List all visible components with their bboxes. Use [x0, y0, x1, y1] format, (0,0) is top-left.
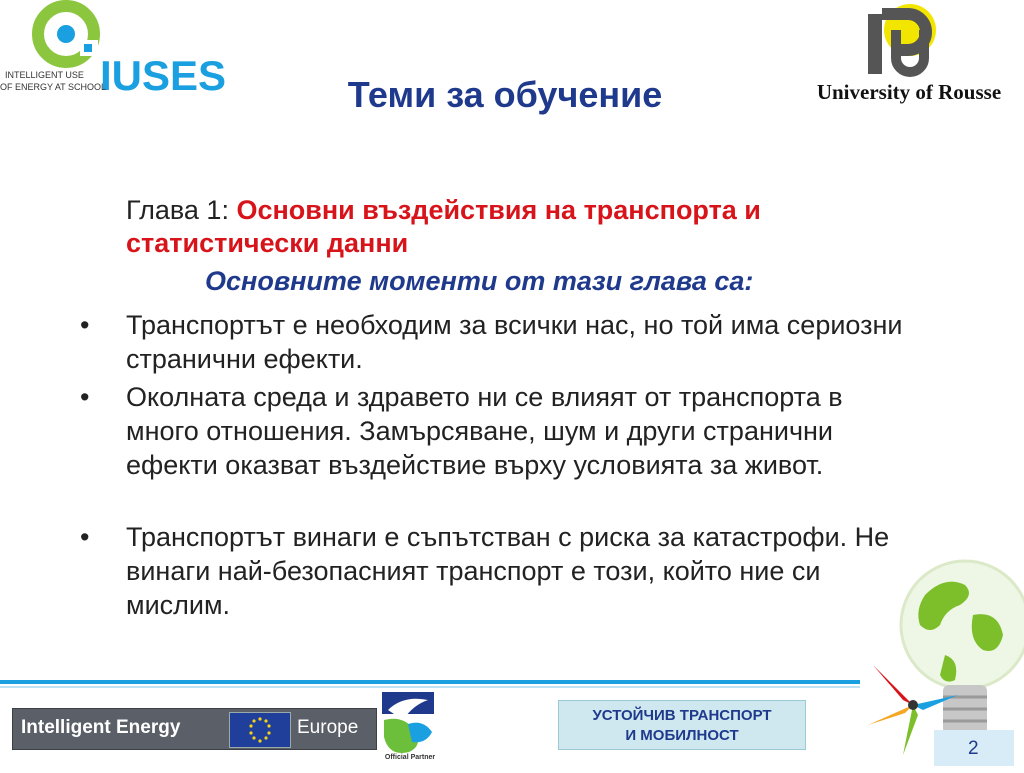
intelligent-energy-europe-banner	[12, 708, 377, 750]
footer-divider-secondary	[0, 686, 860, 688]
iuses-logo-icon	[0, 0, 230, 100]
svg-text:INTELLIGENT USE: INTELLIGENT USE	[5, 70, 84, 80]
chapter-subtitle: Основните моменти от тази глава са:	[205, 266, 754, 296]
bullet-text: Транспортът е необходим за всички нас, но той има сериозни странични ефекти.	[126, 310, 903, 374]
bullet-marker: •	[80, 310, 90, 340]
official-partner-icon	[378, 690, 438, 754]
bullet-marker: •	[80, 522, 90, 552]
page-title: Теми за обучение	[347, 74, 663, 115]
bullet-text: Околната среда и здравето ни се влияят от транспорта в много отношения. Замърсяване, шум и други странични ефекти оказват въздействие върху условията за живот.	[126, 382, 843, 480]
chapter-heading	[126, 194, 946, 260]
chapter-title: Основни въздействия на транспорта и статистически данни	[126, 195, 761, 258]
badge-line-2: И МОБИЛНОСТ	[625, 727, 739, 744]
bullet-marker: •	[80, 382, 90, 412]
banner-right-text: Europe	[297, 717, 359, 738]
university-name: University of Rousse	[816, 80, 1002, 104]
eu-flag-icon	[229, 712, 291, 748]
chapter-prefix: Глава 1:	[126, 195, 237, 225]
banner-left-text: Intelligent Energy	[21, 717, 181, 738]
footer-divider	[0, 680, 860, 684]
topic-badge	[558, 700, 806, 750]
official-partner-label: Official Partner	[384, 754, 436, 761]
svg-text:IUSES: IUSES	[100, 52, 227, 99]
bullet-text: Транспортът винаги е съпътстван с риска за катастрофи. Не винаги най-безопасният транспорт е този, който ние си мислим.	[126, 522, 890, 620]
svg-text:OF ENERGY AT SCHOOL: OF ENERGY AT SCHOOL	[0, 82, 107, 92]
page-number: 2	[968, 738, 979, 759]
badge-line-1: УСТОЙЧИВ ТРАНСПОРТ	[592, 707, 772, 724]
university-logo-icon	[860, 0, 1024, 80]
iuses-logo	[0, 0, 230, 100]
